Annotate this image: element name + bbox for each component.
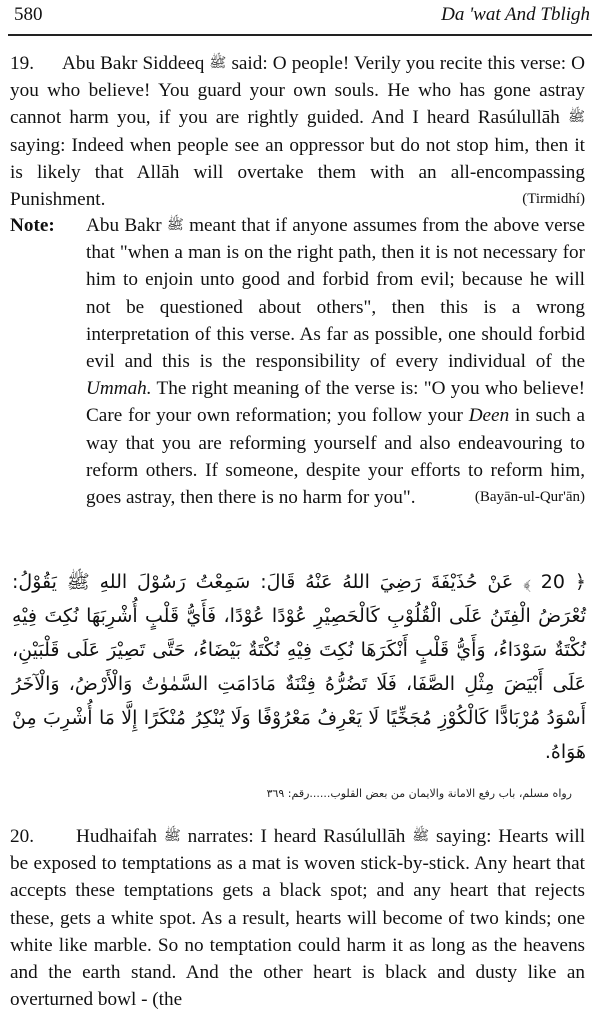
hadith-19-number: 19. (10, 53, 34, 74)
note-ummah-term: Ummah. (86, 378, 152, 400)
header-divider (8, 34, 592, 36)
arabic-source-reference: رواه مسلم، باب رفع الامانة والايمان من بعض القلوب......رقم: ٣٦٩ (266, 787, 572, 800)
note-section (10, 212, 585, 511)
hadith-20-text-part1: narrates: I heard Rasúlullāh (187, 826, 406, 847)
note-deen-term: Deen (468, 405, 510, 427)
hadith-19-text-part2: saying: Indeed when people see an oppressor but do not stop him, then it is likely that Allāh will overtake them with an all-encompassing Punishment. (10, 134, 585, 211)
note-reference: (Bayān-ul-Qur'ān) (474, 489, 585, 506)
hadith-20-narrator: Hudhaifah (76, 826, 157, 847)
hadith-20-text-part2: saying: Hearts will be exposed to temptations as a mat is woven stick-by-stick. Any heart that accepts these temptations gets a black spot; and any heart that rejects these, gets a white spot. As a result, hearts will become of two kinds; one white like marble. So no temptation could harm it as long as the heavens and the earth stand. And the other heart is black and dusty like an overturned bowl - (the (10, 826, 586, 1011)
honorific-glyph: ﷺ (166, 217, 184, 233)
page-number: 580 (14, 4, 43, 25)
note-text-part2: The right meaning of the verse is: "O you who believe! Care for your own reformation; you follow your (86, 378, 585, 427)
note-label: Note: (10, 215, 55, 236)
hadith-19 (10, 50, 585, 213)
honorific-glyph: ﷺ (568, 109, 586, 126)
honorific-glyph: ﷺ (163, 828, 181, 844)
hadith-19-narrator: Abu Bakr Siddeeq (62, 53, 205, 74)
arabic-hadith-20: ﴿ 20 ﴾ عَنْ حُذَيْفَةَ رَضِيَ اللهُ عَنْهُ قَالَ: سَمِعْتُ رَسُوْلَ اللهِ ﷺ يَقُوْلُ: تُعْرَضُ الْفِتَنُ عَلَى الْقُلُوْبِ كَالْحَصِيْرِ عُوْدًا عُوْدًا، فَأَيُّ قَلْبٍ أُشْرِبَهَا نُكِتَ فِيْهِ نُكْتَةٌ سَوْدَاءُ، وَأَيُّ قَلْبٍ أَنْكَرَهَا نُكِتَ فِيْهِ نُكْتَةٌ بَيْضَاءُ، حَتَّى تَصِيْرَ عَلَى قَلْبَيْنِ، عَلَى أَبْيَضَ مِثْلِ الصَّفَا، فَلَا تَضُرُّهُ فِتْنَةٌ مَادَامَتِ السَّمٰوٰتُ وَالْأَرْضُ، وَالْآخَرُ أَسْوَدُ مُرْبَادًّا كَالْكُوْزِ مُجَخِّيًا لَا يَعْرِفُ مَعْرُوْفًا وَلَا يُنْكِرُ مُنْكَرًا إِلَّا مَا أُشْرِبَ مِنْ هَوَاهُ. (12, 571, 586, 763)
note-name: Abu Bakr (86, 215, 162, 236)
note-body (86, 212, 585, 511)
note-text-part3: in such a way that you are reforming yourself and also endeavouring to reform others. If someone, despite your efforts to reform him, goes astray, then there is no harm for you". (86, 405, 586, 509)
hadith-19-text-part1: said: O people! Verily you recite this verse: O you who believe! You guard your own souls. He who has gone astray cannot harm you, if you are rightly guided. And I heard Rasúlullāh (10, 53, 586, 129)
hadith-20-number: 20. (10, 826, 34, 847)
book-title: Da 'wat And Tbligh (441, 4, 590, 25)
hadith-20 (10, 823, 585, 1013)
honorific-glyph: ﷺ (412, 828, 430, 844)
honorific-glyph: ﷺ (209, 55, 227, 71)
note-text-part1: meant that if anyone assumes from the above verse that "when a man is on the right path, then it is not necessary for him to enjoin unto good and forbid from evil; because he will not be questioned about others", then this is a wrong interpretation of this verse. As far as possible, one should forbid evil and this is the responsibility of every individual of the (86, 215, 586, 373)
hadith-19-reference: (Tirmidhí) (522, 191, 585, 208)
page-header (10, 0, 592, 34)
